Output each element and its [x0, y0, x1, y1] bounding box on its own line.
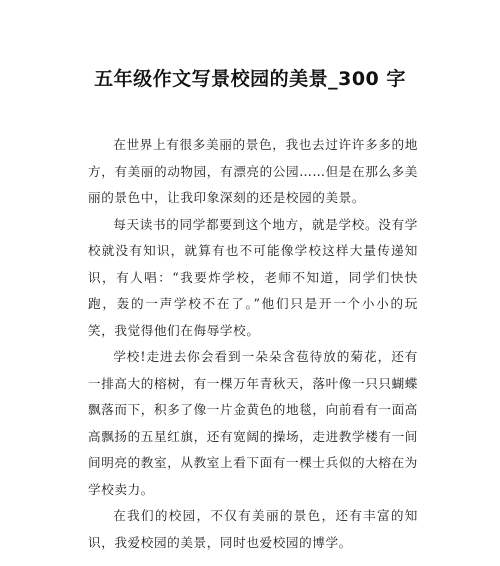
document-title: 五年级作文写景校园的美景_300 字 [94, 68, 406, 90]
paragraph-4: 在我们的校园，不仅有美丽的景色，还有丰富的知识，我爱校园的美景，同时也爱校园的博学。 [88, 508, 418, 550]
paragraph-1: 在世界上有很多美丽的景色，我也去过许许多多的地方，有美丽的动物园，有漂亮的公园……但是在那么多美丽的景色中，让我印象深刻的还是校园的美景。 [88, 137, 418, 205]
paragraph-3: 学校!走进去你会看到一朵朵含苞待放的菊花，还有一排高大的榕树，有一棵万年青秋天，落叶像一只只蝴蝶飘落而下，积多了像一片金黄色的地毯，向前看有一面高高飘扬的五星红旗，还有宽阔的操场，走进教学楼有一间间明亮的教室，从教室上看下面有一棵士兵似的大榕在为学校卖力。 [88, 349, 418, 497]
document-body [88, 132, 418, 556]
paragraph-2: 每天读书的同学都要到这个地方，就是学校。没有学校就没有知识，就算有也不可能像学校这样大量传递知识，有人唱：“我要炸学校，老师不知道，同学们快快跑，轰的一声学校不在了。”他们只是开一个小小的玩笑，我觉得他们在侮辱学校。 [88, 216, 418, 338]
